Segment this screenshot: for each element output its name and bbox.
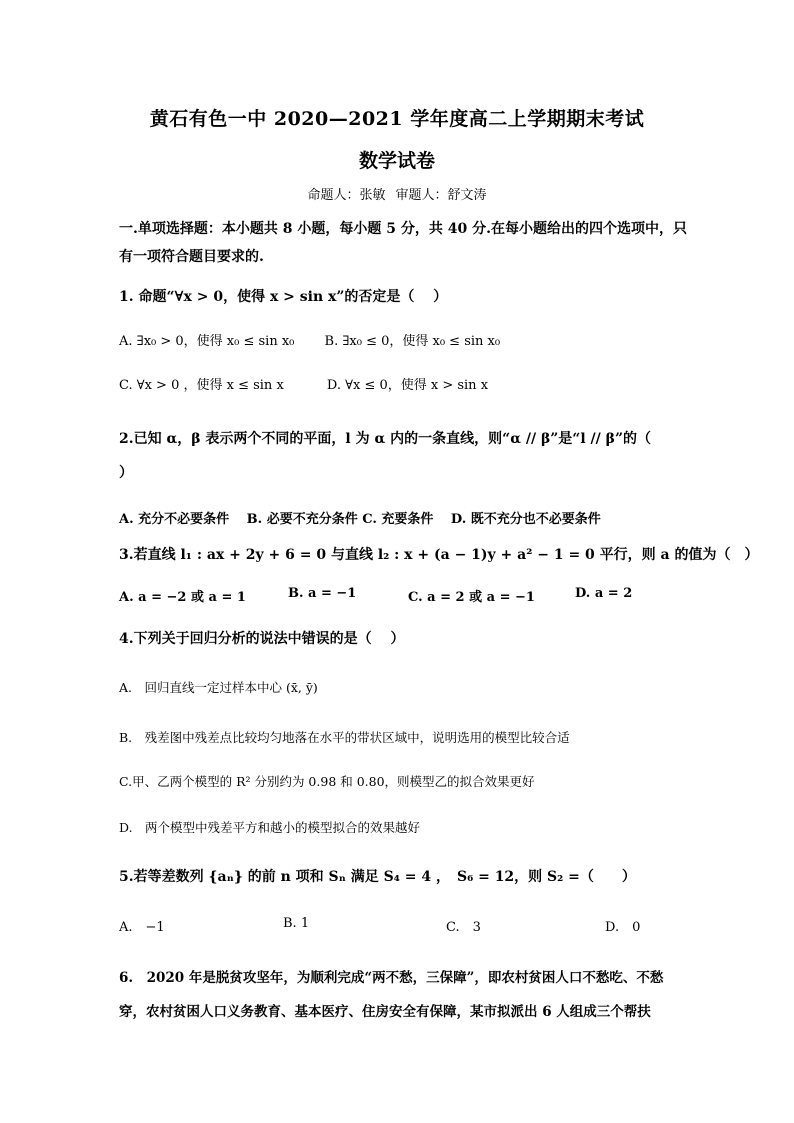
- exam-title: 黄石有色一中 2020—2021 学年度高二上学期期末考试: [149, 108, 645, 130]
- reviewer-label: 审题人：舒文涛: [395, 188, 487, 203]
- q1-options-ab: A. ∃x₀ > 0，使得 x₀ ≤ sin x₀ B. ∃x₀ ≤ 0，使得 x₀ ≤ sin x₀: [119, 334, 501, 349]
- exam-subtitle: 数学试卷: [358, 150, 435, 172]
- proposer-label: 命题人：张敏: [307, 188, 386, 203]
- q2-options: A. 充分不必要条件 B. 必要不充分条件 C. 充要条件 D. 既不充分也不必要条件: [119, 512, 601, 527]
- q5-option-a: A. −1: [119, 920, 165, 935]
- q5-option-c: C. 3: [446, 920, 481, 935]
- q2-stem-line2: ）: [119, 465, 133, 481]
- section1-intro-line2: 有一项符合题目要求的.: [119, 249, 264, 265]
- q3-stem: 3.若直线 l₁ : ax + 2y + 6 = 0 与直线 l₂ : x + (a − 1)y + a² − 1 = 0 平行，则 a 的值为（ ）: [119, 547, 759, 563]
- q4-stem: 4.下列关于回归分析的说法中错误的是（ ）: [119, 631, 405, 647]
- exam-authors: [0, 184, 794, 203]
- q3-option-c: C. a = 2 或 a = −1: [408, 590, 535, 605]
- q4-option-c: C.甲、乙两个模型的 R² 分别约为 0.98 和 0.80，则模型乙的拟合效果更好: [119, 774, 535, 789]
- q4-option-d: D. 两个模型中残差平方和越小的模型拟合的效果越好: [119, 820, 421, 835]
- section1-intro-line1: 一.单项选择题：本小题共 8 小题，每小题 5 分，共 40 分.在每小题给出的四个选项中，只: [119, 221, 687, 237]
- q6-line2: 穿，农村贫困人口义务教育、基本医疗、住房安全有保障，某市拟派出 6 人组成三个帮扶: [119, 1004, 651, 1020]
- q6-line1: 6. 2020 年是脱贫攻坚年，为顺利完成“两不愁，三保障”，即农村贫困人口不愁吃、不愁: [119, 970, 664, 986]
- q5-option-b: B. 1: [283, 916, 310, 931]
- q5-stem: 5.若等差数列 {aₙ} 的前 n 项和 Sₙ 满足 S₄ = 4 ， S₆ = 12，则 S₂ =（ ）: [119, 869, 636, 885]
- q5-option-d: D. 0: [605, 920, 641, 935]
- q3-option-b: B. a = −1: [288, 586, 357, 601]
- q3-option-d: D. a = 2: [575, 586, 633, 601]
- q1-options-cd: C. ∀x > 0 ，使得 x ≤ sin x D. ∀x ≤ 0，使得 x > sin x: [119, 378, 489, 393]
- q4-option-b: B. 残差图中残差点比较均匀地落在水平的带状区域中，说明选用的模型比较合适: [119, 730, 570, 745]
- q3-option-a: A. a = −2 或 a = 1: [119, 590, 246, 605]
- q1-stem: 1. 命题“∀x > 0，使得 x > sin x”的否定是（ ）: [119, 289, 448, 305]
- q4-option-a: A. 回归直线一定过样本中心 (x̄, ȳ): [119, 680, 318, 695]
- q2-stem-line1: 2.已知 α，β 表示两个不同的平面，l 为 α 内的一条直线，则“α // β”是“l // β”的（: [119, 431, 651, 447]
